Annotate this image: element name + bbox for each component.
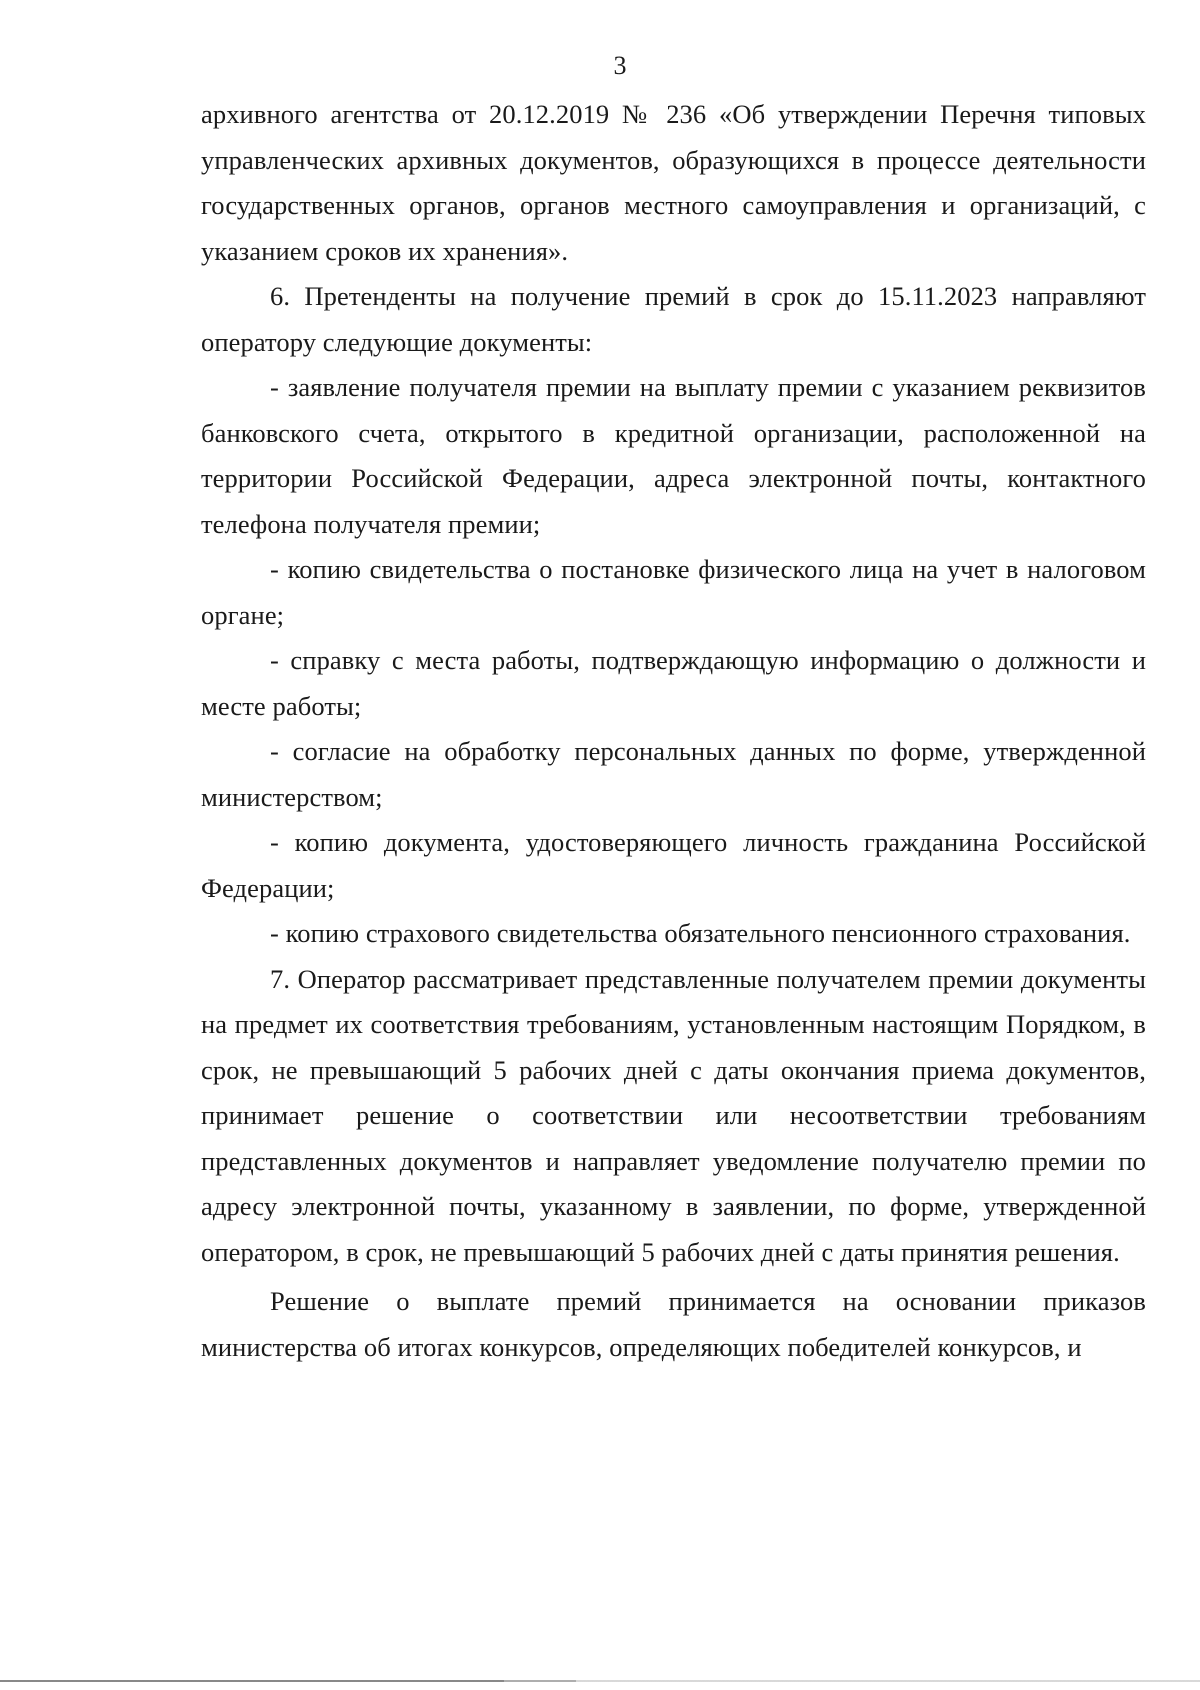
list-item-identity-document: - копию документа, удостоверяющего личность гражданина Российской Федерации; [201, 827, 1146, 903]
document-body [201, 92, 1146, 1370]
list-item-application: - заявление получателя премии на выплату премии с указанием реквизитов банковского счета, открытого в кредитной организации, расположенной на территории Российской Федерации, адреса электронной почты, контактного телефона получателя премии; [201, 372, 1146, 539]
paragraph-item-6: 6. Претенденты на получение премий в срок до 15.11.2023 направляют оператору следующие документы: [201, 281, 1146, 357]
page-number: 3 [613, 51, 627, 80]
list-item-personal-data-consent: - согласие на обработку персональных данных по форме, утвержденной министерством; [201, 736, 1146, 812]
paragraph-payment-decision: Решение о выплате премий принимается на основании приказов министерства об итогах конкурсов, определяющих победителей конкурсов, и [201, 1286, 1146, 1362]
paragraph-archive-reference: архивного агентства от 20.12.2019 № 236 «Об утверждении Перечня типовых управленческих архивных документов, образующихся в процессе деятельности государственных органов, органов местного самоуправления и организаций, с указанием сроков их хранения». [201, 99, 1146, 266]
list-item-employment-reference: - справку с места работы, подтверждающую информацию о должности и месте работы; [201, 645, 1146, 721]
scan-bottom-edge [0, 1680, 1200, 1682]
list-item-pension-insurance: - копию страхового свидетельства обязательного пенсионного страхования. [270, 918, 1131, 948]
paragraph-item-7: 7. Оператор рассматривает представленные получателем премии документы на предмет их соответствия требованиям, установленным настоящим Порядком, в срок, не превышающий 5 рабочих дней с даты окончания приема документов, принимает решение о соответствии или несоответствии требованиям представленных документов и направляет уведомление получателю премии по адресу электронной почты, указанному в заявлении, по форме, утвержденной оператором, в срок, не превышающий 5 рабочих дней с даты принятия решения. [201, 963, 1146, 1267]
list-item-tax-certificate: - копию свидетельства о постановке физического лица на учет в налоговом органе; [201, 554, 1146, 630]
